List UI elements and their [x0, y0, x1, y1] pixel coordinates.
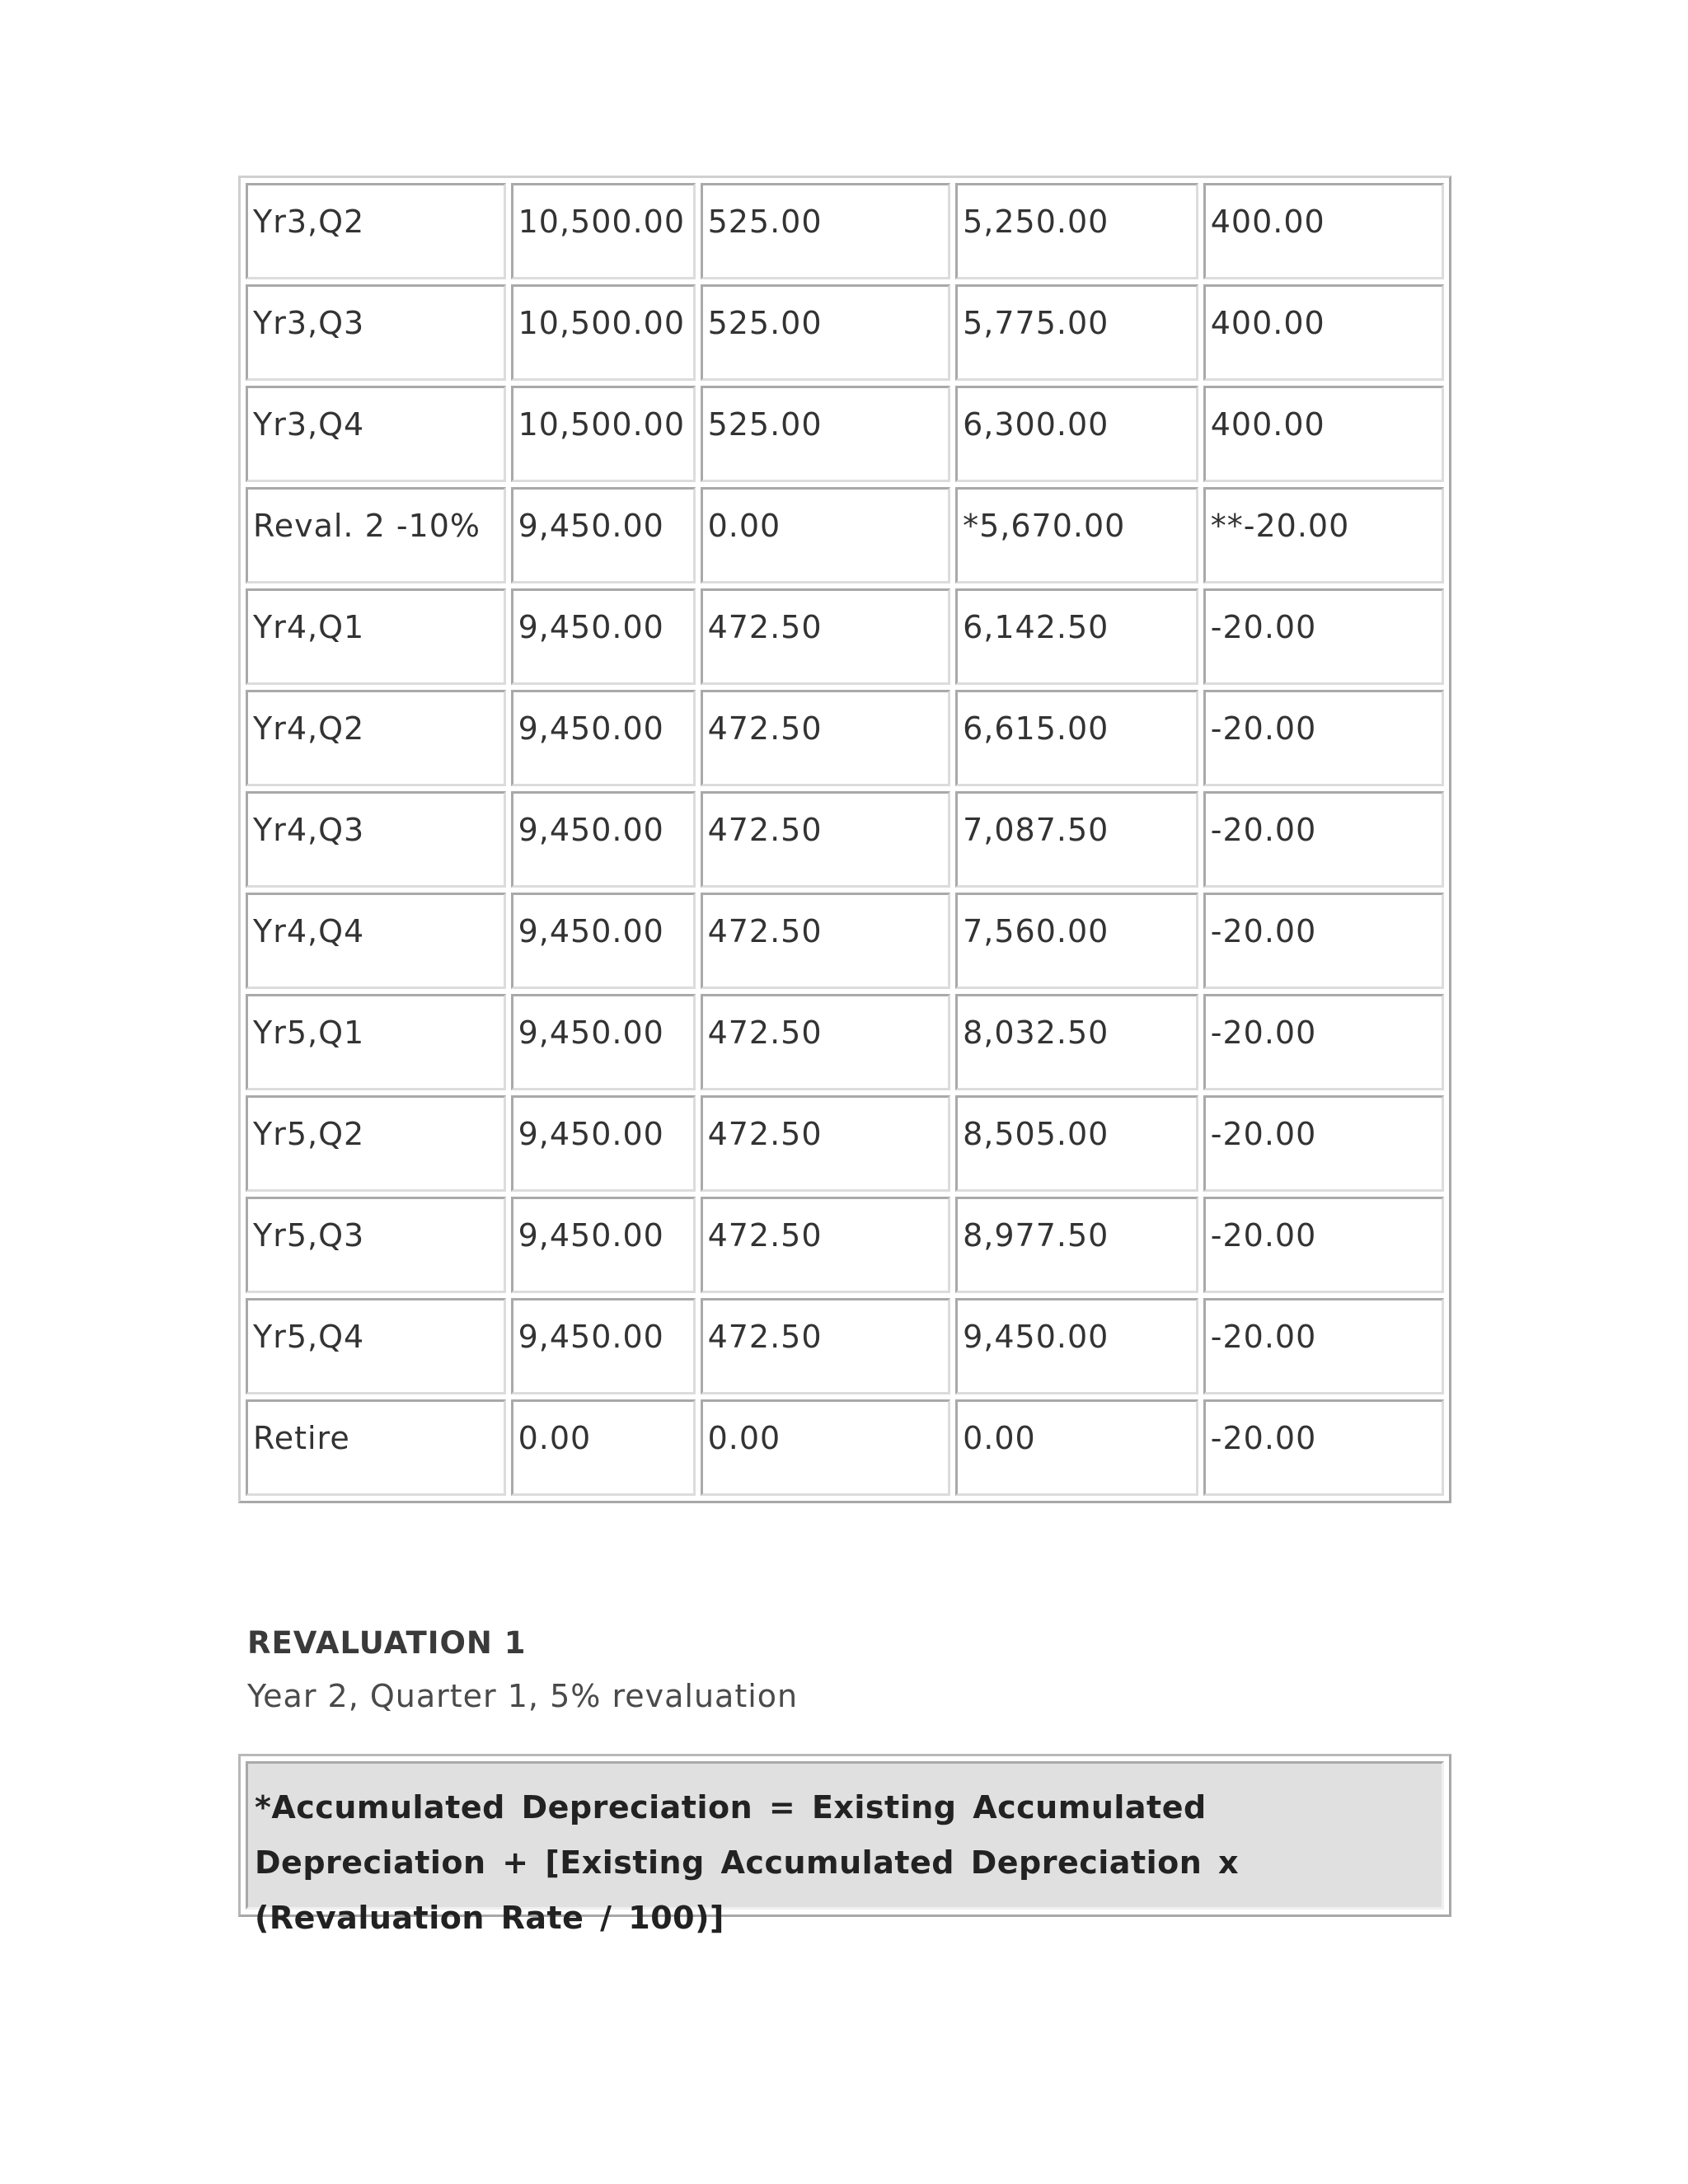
- table-cell: 9,450.00: [511, 791, 696, 888]
- table-row: [246, 893, 1444, 989]
- table-cell: -20.00: [1203, 791, 1444, 888]
- table-cell: **-20.00: [1203, 487, 1444, 583]
- table-cell: 0.00: [701, 487, 951, 583]
- table-cell: Yr5,Q1: [246, 994, 506, 1090]
- table-cell: 10,500.00: [511, 386, 696, 482]
- table-row: [246, 994, 1444, 1090]
- table-cell: Yr3,Q2: [246, 183, 506, 279]
- table-cell: 8,505.00: [955, 1095, 1198, 1192]
- formula-text: *Accumulated Depreciation = Existing Accumulated Depreciation + [Existing Accumulated Depreciation x (Revaluation Rate / 100)]: [246, 1761, 1444, 1910]
- table-row: [246, 1095, 1444, 1192]
- table-cell: 6,300.00: [955, 386, 1198, 482]
- table-cell: Yr4,Q2: [246, 690, 506, 786]
- table-cell: -20.00: [1203, 893, 1444, 989]
- table-cell: Yr5,Q4: [246, 1298, 506, 1394]
- table-cell: 10,500.00: [511, 183, 696, 279]
- table-cell: 525.00: [701, 284, 951, 381]
- table-cell: Yr5,Q3: [246, 1197, 506, 1293]
- table-row: [246, 1197, 1444, 1293]
- section-subtitle: Year 2, Quarter 1, 5% revaluation: [247, 1678, 799, 1714]
- table-cell: 8,032.50: [955, 994, 1198, 1090]
- table-cell: 0.00: [955, 1399, 1198, 1496]
- table-cell: *5,670.00: [955, 487, 1198, 583]
- table-cell: 400.00: [1203, 386, 1444, 482]
- table-row: [246, 588, 1444, 685]
- table-cell: 0.00: [701, 1399, 951, 1496]
- table-cell: 9,450.00: [511, 487, 696, 583]
- table-cell: 472.50: [701, 1095, 951, 1192]
- table-cell: 6,142.50: [955, 588, 1198, 685]
- table-row: [246, 1399, 1444, 1496]
- table-cell: -20.00: [1203, 1298, 1444, 1394]
- table-cell: -20.00: [1203, 588, 1444, 685]
- table-cell: 5,775.00: [955, 284, 1198, 381]
- table-body: [246, 183, 1444, 1496]
- table-cell: Reval. 2 -10%: [246, 487, 506, 583]
- formula-box: [238, 1754, 1451, 1936]
- table-cell: -20.00: [1203, 690, 1444, 786]
- table-cell: 472.50: [701, 791, 951, 888]
- table-row: [246, 183, 1444, 279]
- table-cell: -20.00: [1203, 1399, 1444, 1496]
- table-cell: 472.50: [701, 588, 951, 685]
- table-row: [246, 386, 1444, 482]
- table-cell: -20.00: [1203, 1095, 1444, 1192]
- table-cell: 472.50: [701, 893, 951, 989]
- table-row: [246, 791, 1444, 888]
- table-row: [246, 1298, 1444, 1394]
- table-cell: 9,450.00: [955, 1298, 1198, 1394]
- table-cell: 472.50: [701, 994, 951, 1090]
- table-cell: 6,615.00: [955, 690, 1198, 786]
- table-cell: 472.50: [701, 1197, 951, 1293]
- table-cell: Yr4,Q3: [246, 791, 506, 888]
- table-cell: 472.50: [701, 1298, 951, 1394]
- table-cell: Retire: [246, 1399, 506, 1496]
- table-row: [246, 284, 1444, 381]
- table-cell: 9,450.00: [511, 893, 696, 989]
- table-cell: 9,450.00: [511, 994, 696, 1090]
- table-cell: 9,450.00: [511, 690, 696, 786]
- table-cell: 9,450.00: [511, 1095, 696, 1192]
- table-cell: 9,450.00: [511, 1197, 696, 1293]
- table-cell: 400.00: [1203, 284, 1444, 381]
- table-row: [246, 487, 1444, 583]
- table-cell: 525.00: [701, 386, 951, 482]
- table-cell: 472.50: [701, 690, 951, 786]
- table-cell: 10,500.00: [511, 284, 696, 381]
- table-cell: Yr3,Q4: [246, 386, 506, 482]
- table-cell: 400.00: [1203, 183, 1444, 279]
- table-cell: 9,450.00: [511, 1298, 696, 1394]
- table-cell: 525.00: [701, 183, 951, 279]
- table-cell: 9,450.00: [511, 588, 696, 685]
- table-cell: Yr3,Q3: [246, 284, 506, 381]
- table-cell: Yr4,Q1: [246, 588, 506, 685]
- table-cell: Yr4,Q4: [246, 893, 506, 989]
- table-cell: 0.00: [511, 1399, 696, 1496]
- table-cell: 7,560.00: [955, 893, 1198, 989]
- table-cell: 5,250.00: [955, 183, 1198, 279]
- table-row: [246, 690, 1444, 786]
- section-title: REVALUATION 1: [247, 1625, 527, 1661]
- table-cell: -20.00: [1203, 994, 1444, 1090]
- table-cell: -20.00: [1203, 1197, 1444, 1293]
- table-cell: 8,977.50: [955, 1197, 1198, 1293]
- table-cell: Yr5,Q2: [246, 1095, 506, 1192]
- table-cell: 7,087.50: [955, 791, 1198, 888]
- depreciation-table: [238, 176, 1451, 1503]
